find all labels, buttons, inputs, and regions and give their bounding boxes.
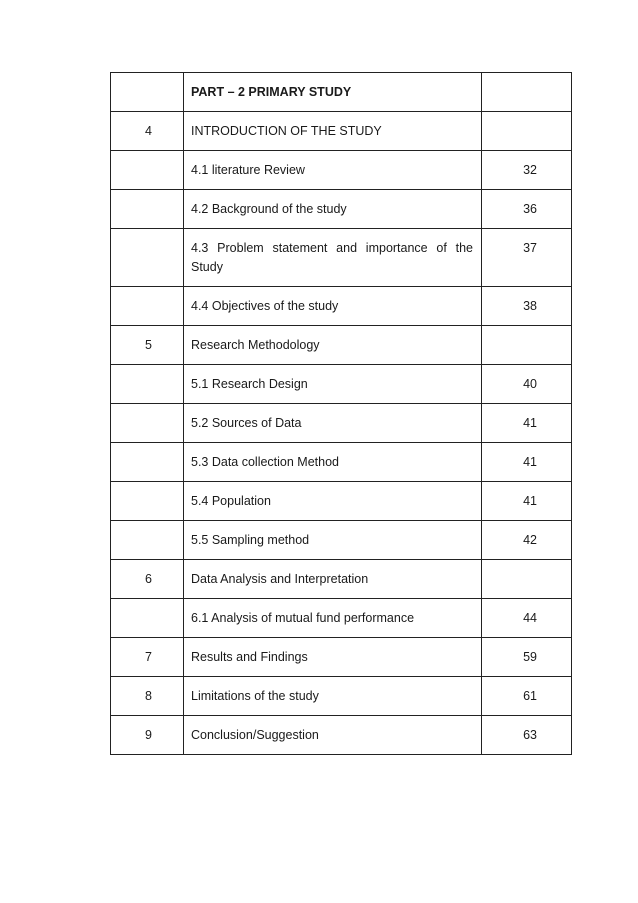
chapter-number: 6	[111, 560, 184, 599]
page-number: 38	[482, 287, 572, 326]
page-number	[482, 112, 572, 151]
chapter-title: Results and Findings	[184, 638, 482, 677]
chapter-number	[111, 151, 184, 190]
chapter-number	[111, 443, 184, 482]
page-number: 41	[482, 404, 572, 443]
toc-body	[111, 73, 572, 755]
chapter-title: Data Analysis and Interpretation	[184, 560, 482, 599]
chapter-title: Research Methodology	[184, 326, 482, 365]
page-number	[482, 560, 572, 599]
section-title: 4.4 Objectives of the study	[184, 287, 482, 326]
page-number: 32	[482, 151, 572, 190]
table-row	[111, 677, 572, 716]
table-row	[111, 716, 572, 755]
table-row	[111, 229, 572, 287]
section-title: 5.2 Sources of Data	[184, 404, 482, 443]
chapter-number	[111, 365, 184, 404]
page-number	[482, 73, 572, 112]
page-number: 41	[482, 482, 572, 521]
chapter-title: Limitations of the study	[184, 677, 482, 716]
chapter-number: 9	[111, 716, 184, 755]
table-row	[111, 443, 572, 482]
chapter-number	[111, 482, 184, 521]
page-number: 41	[482, 443, 572, 482]
table-row	[111, 404, 572, 443]
table-row	[111, 151, 572, 190]
chapter-number: 4	[111, 112, 184, 151]
section-title: 5.5 Sampling method	[184, 521, 482, 560]
part-heading: PART – 2 PRIMARY STUDY	[184, 73, 482, 112]
page-number: 59	[482, 638, 572, 677]
table-row	[111, 326, 572, 365]
page-number: 63	[482, 716, 572, 755]
table-row	[111, 73, 572, 112]
table-row	[111, 482, 572, 521]
table-row	[111, 190, 572, 229]
page-number: 37	[482, 229, 572, 287]
table-row	[111, 365, 572, 404]
section-title: 6.1 Analysis of mutual fund performance	[184, 599, 482, 638]
chapter-number	[111, 404, 184, 443]
chapter-title: INTRODUCTION OF THE STUDY	[184, 112, 482, 151]
page-number: 42	[482, 521, 572, 560]
chapter-number: 8	[111, 677, 184, 716]
table-row	[111, 287, 572, 326]
chapter-number: 7	[111, 638, 184, 677]
page-number: 44	[482, 599, 572, 638]
page-number	[482, 326, 572, 365]
section-title: 5.1 Research Design	[184, 365, 482, 404]
table-row	[111, 599, 572, 638]
page-number: 36	[482, 190, 572, 229]
table-of-contents	[110, 72, 572, 755]
chapter-number	[111, 190, 184, 229]
section-title: 5.3 Data collection Method	[184, 443, 482, 482]
table-row	[111, 638, 572, 677]
section-title: 4.2 Background of the study	[184, 190, 482, 229]
table-row	[111, 521, 572, 560]
chapter-number	[111, 73, 184, 112]
table-row	[111, 560, 572, 599]
page-number: 40	[482, 365, 572, 404]
chapter-number	[111, 521, 184, 560]
section-title: 4.1 literature Review	[184, 151, 482, 190]
chapter-title: Conclusion/Suggestion	[184, 716, 482, 755]
chapter-number	[111, 229, 184, 287]
section-title: 5.4 Population	[184, 482, 482, 521]
chapter-number	[111, 599, 184, 638]
chapter-number	[111, 287, 184, 326]
chapter-number: 5	[111, 326, 184, 365]
table-row	[111, 112, 572, 151]
section-title: 4.3 Problem statement and importance of the Study	[184, 229, 482, 287]
page-number: 61	[482, 677, 572, 716]
